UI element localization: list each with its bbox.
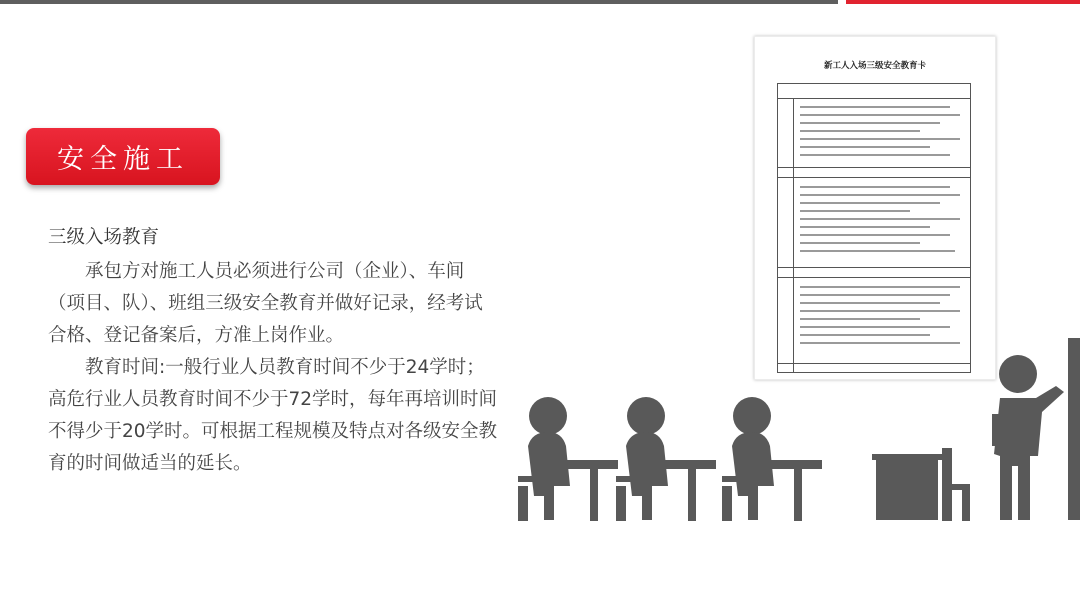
paragraph-requirement: 承包方对施工人员必须进行公司（企业）、车间（项目、队）、班组三级安全教育并做好记录，经考试合格、登记备案后，方准上岗作业。 <box>48 261 483 346</box>
paragraph-time: 教育时间:一般行业人员教育时间不少于24学时；高危行业人员教育时间不少于72学时，每年再培训时间不得少于20学时。可根据工程规模及特点对各级安全教育的时间做适当的延长。 <box>48 357 498 474</box>
document-table <box>777 83 971 373</box>
document-section-2 <box>778 178 970 278</box>
student-icon <box>518 397 618 521</box>
classroom-illustration <box>516 336 1080 526</box>
document-header-row <box>778 84 970 99</box>
safety-education-card-image <box>754 36 996 380</box>
blackboard-icon <box>1068 338 1080 520</box>
document-section-1 <box>778 98 970 178</box>
section-heading: 三级入场教育 <box>48 227 160 248</box>
content-block <box>48 222 498 480</box>
teacher-desk-icon <box>872 448 970 521</box>
title-badge-text: 安全施工 <box>57 144 189 175</box>
student-icon <box>616 397 716 521</box>
title-badge <box>26 128 220 185</box>
top-bar-red <box>846 0 1080 4</box>
teacher-icon <box>992 355 1064 520</box>
document-title: 新工人入场三级安全教育卡 <box>823 61 926 71</box>
top-bar-gray <box>0 0 838 4</box>
student-icon <box>722 397 822 521</box>
